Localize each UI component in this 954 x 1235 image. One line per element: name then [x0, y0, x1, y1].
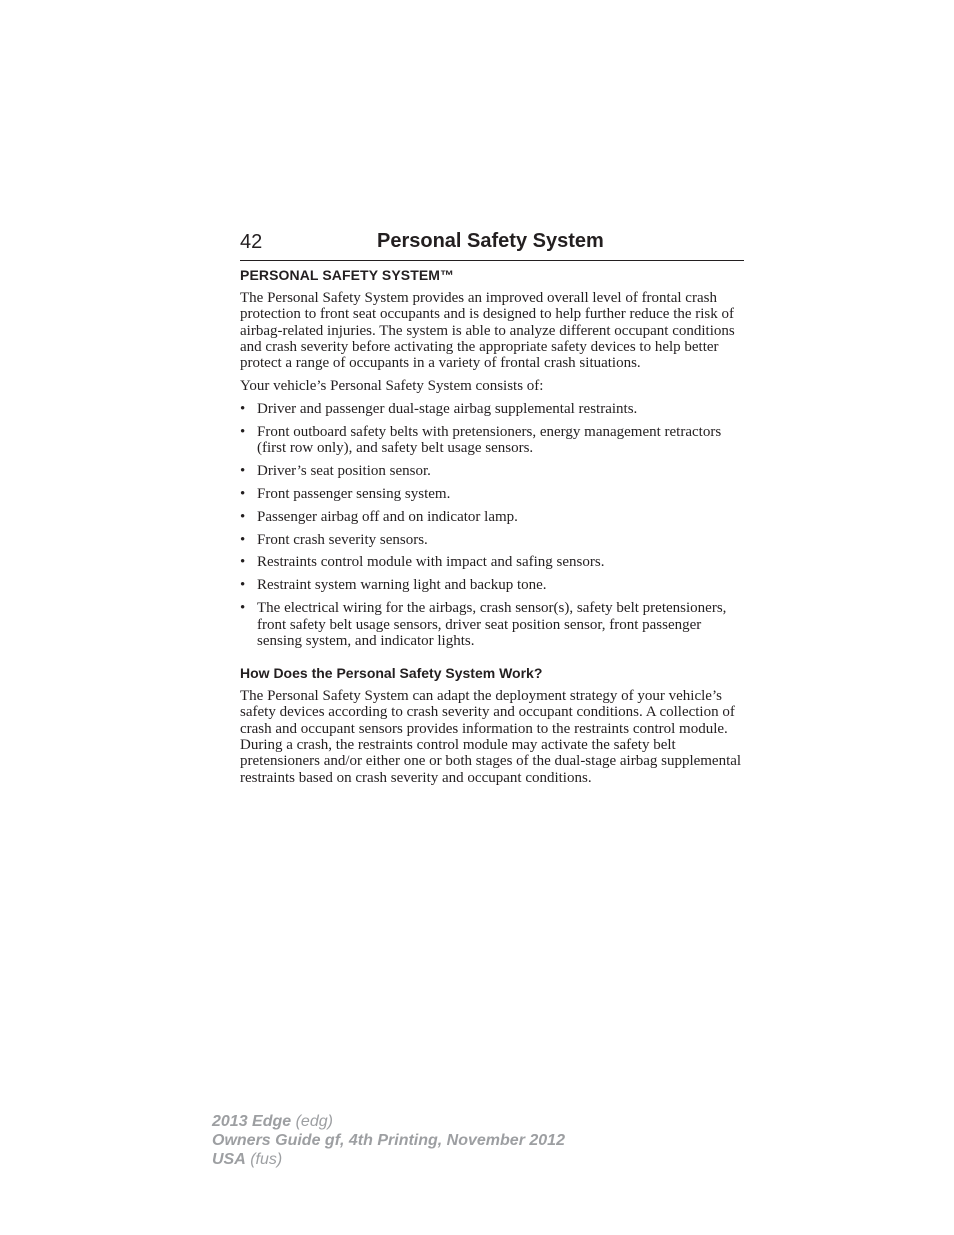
bullet-icon: • [240, 508, 246, 525]
page-header [240, 228, 744, 261]
list-item: • Restraints control module with impact and safing sensors. [240, 554, 605, 571]
bullet-icon: • [240, 400, 246, 417]
bullet-icon: • [240, 462, 246, 479]
list-item: • Driver and passenger dual-stage airbag supplemental restraints. [240, 400, 638, 417]
chapter-title: Personal Safety System [377, 230, 604, 252]
page-number: 42 [240, 231, 263, 253]
list-item: • Restraint system warning light and backup tone. [240, 577, 547, 594]
footer-market-line: USA (fus) [212, 1151, 283, 1168]
bullet-icon: • [240, 531, 246, 548]
page-footer [212, 1112, 565, 1169]
bullet-icon: • [240, 600, 246, 617]
subsection-title: How Does the Personal Safety System Work? [240, 665, 543, 682]
bullet-icon: • [240, 485, 246, 502]
list-item: • Front outboard safety belts with pretensioners, energy management retractors (first row only), and safety belt usage sensors. [240, 423, 722, 456]
bullet-icon: • [240, 554, 246, 571]
consists-of-paragraph: Your vehicle’s Personal Safety System consists of: [240, 378, 544, 395]
page-content [240, 266, 746, 786]
list-item: • Front passenger sensing system. [240, 485, 451, 502]
components-list [240, 401, 746, 649]
bullet-icon: • [240, 577, 246, 594]
footer-printing-line: Owners Guide gf, 4th Printing, November 2012 [212, 1132, 565, 1149]
how-it-works-paragraph: The Personal Safety System can adapt the deployment strategy of your vehicle’s safety devices according to crash severity and occupant conditions. A collection of crash and occupant sensors provides information to the restraints control module. During a crash, the restraints control module may activate the safety belt pretensioners and/or either one or both stages of the dual-stage airbag supplemental restraints based on crash severity and occupant conditions. [240, 688, 742, 786]
section-title: PERSONAL SAFETY SYSTEM™ [240, 267, 455, 283]
footer-model-line: 2013 Edge (edg) [212, 1113, 333, 1130]
bullet-icon: • [240, 423, 246, 440]
list-item: • Driver’s seat position sensor. [240, 462, 431, 479]
intro-paragraph: The Personal Safety System provides an improved overall level of frontal crash protection to front seat occupants and is designed to help further reduce the risk of airbag-related injuries. The system is able to analyze different occupant conditions and crash severity before activating the appropriate safety devices to help better protect a range of occupants in a variety of frontal crash situations. [240, 290, 735, 372]
list-item: • The electrical wiring for the airbags, crash sensor(s), safety belt pretensioners, front safety belt usage sensors, driver seat position sensor, front passenger sensing system, and indicator lights. [240, 600, 727, 649]
list-item: • Front crash severity sensors. [240, 531, 428, 548]
list-item: • Passenger airbag off and on indicator lamp. [240, 508, 518, 525]
